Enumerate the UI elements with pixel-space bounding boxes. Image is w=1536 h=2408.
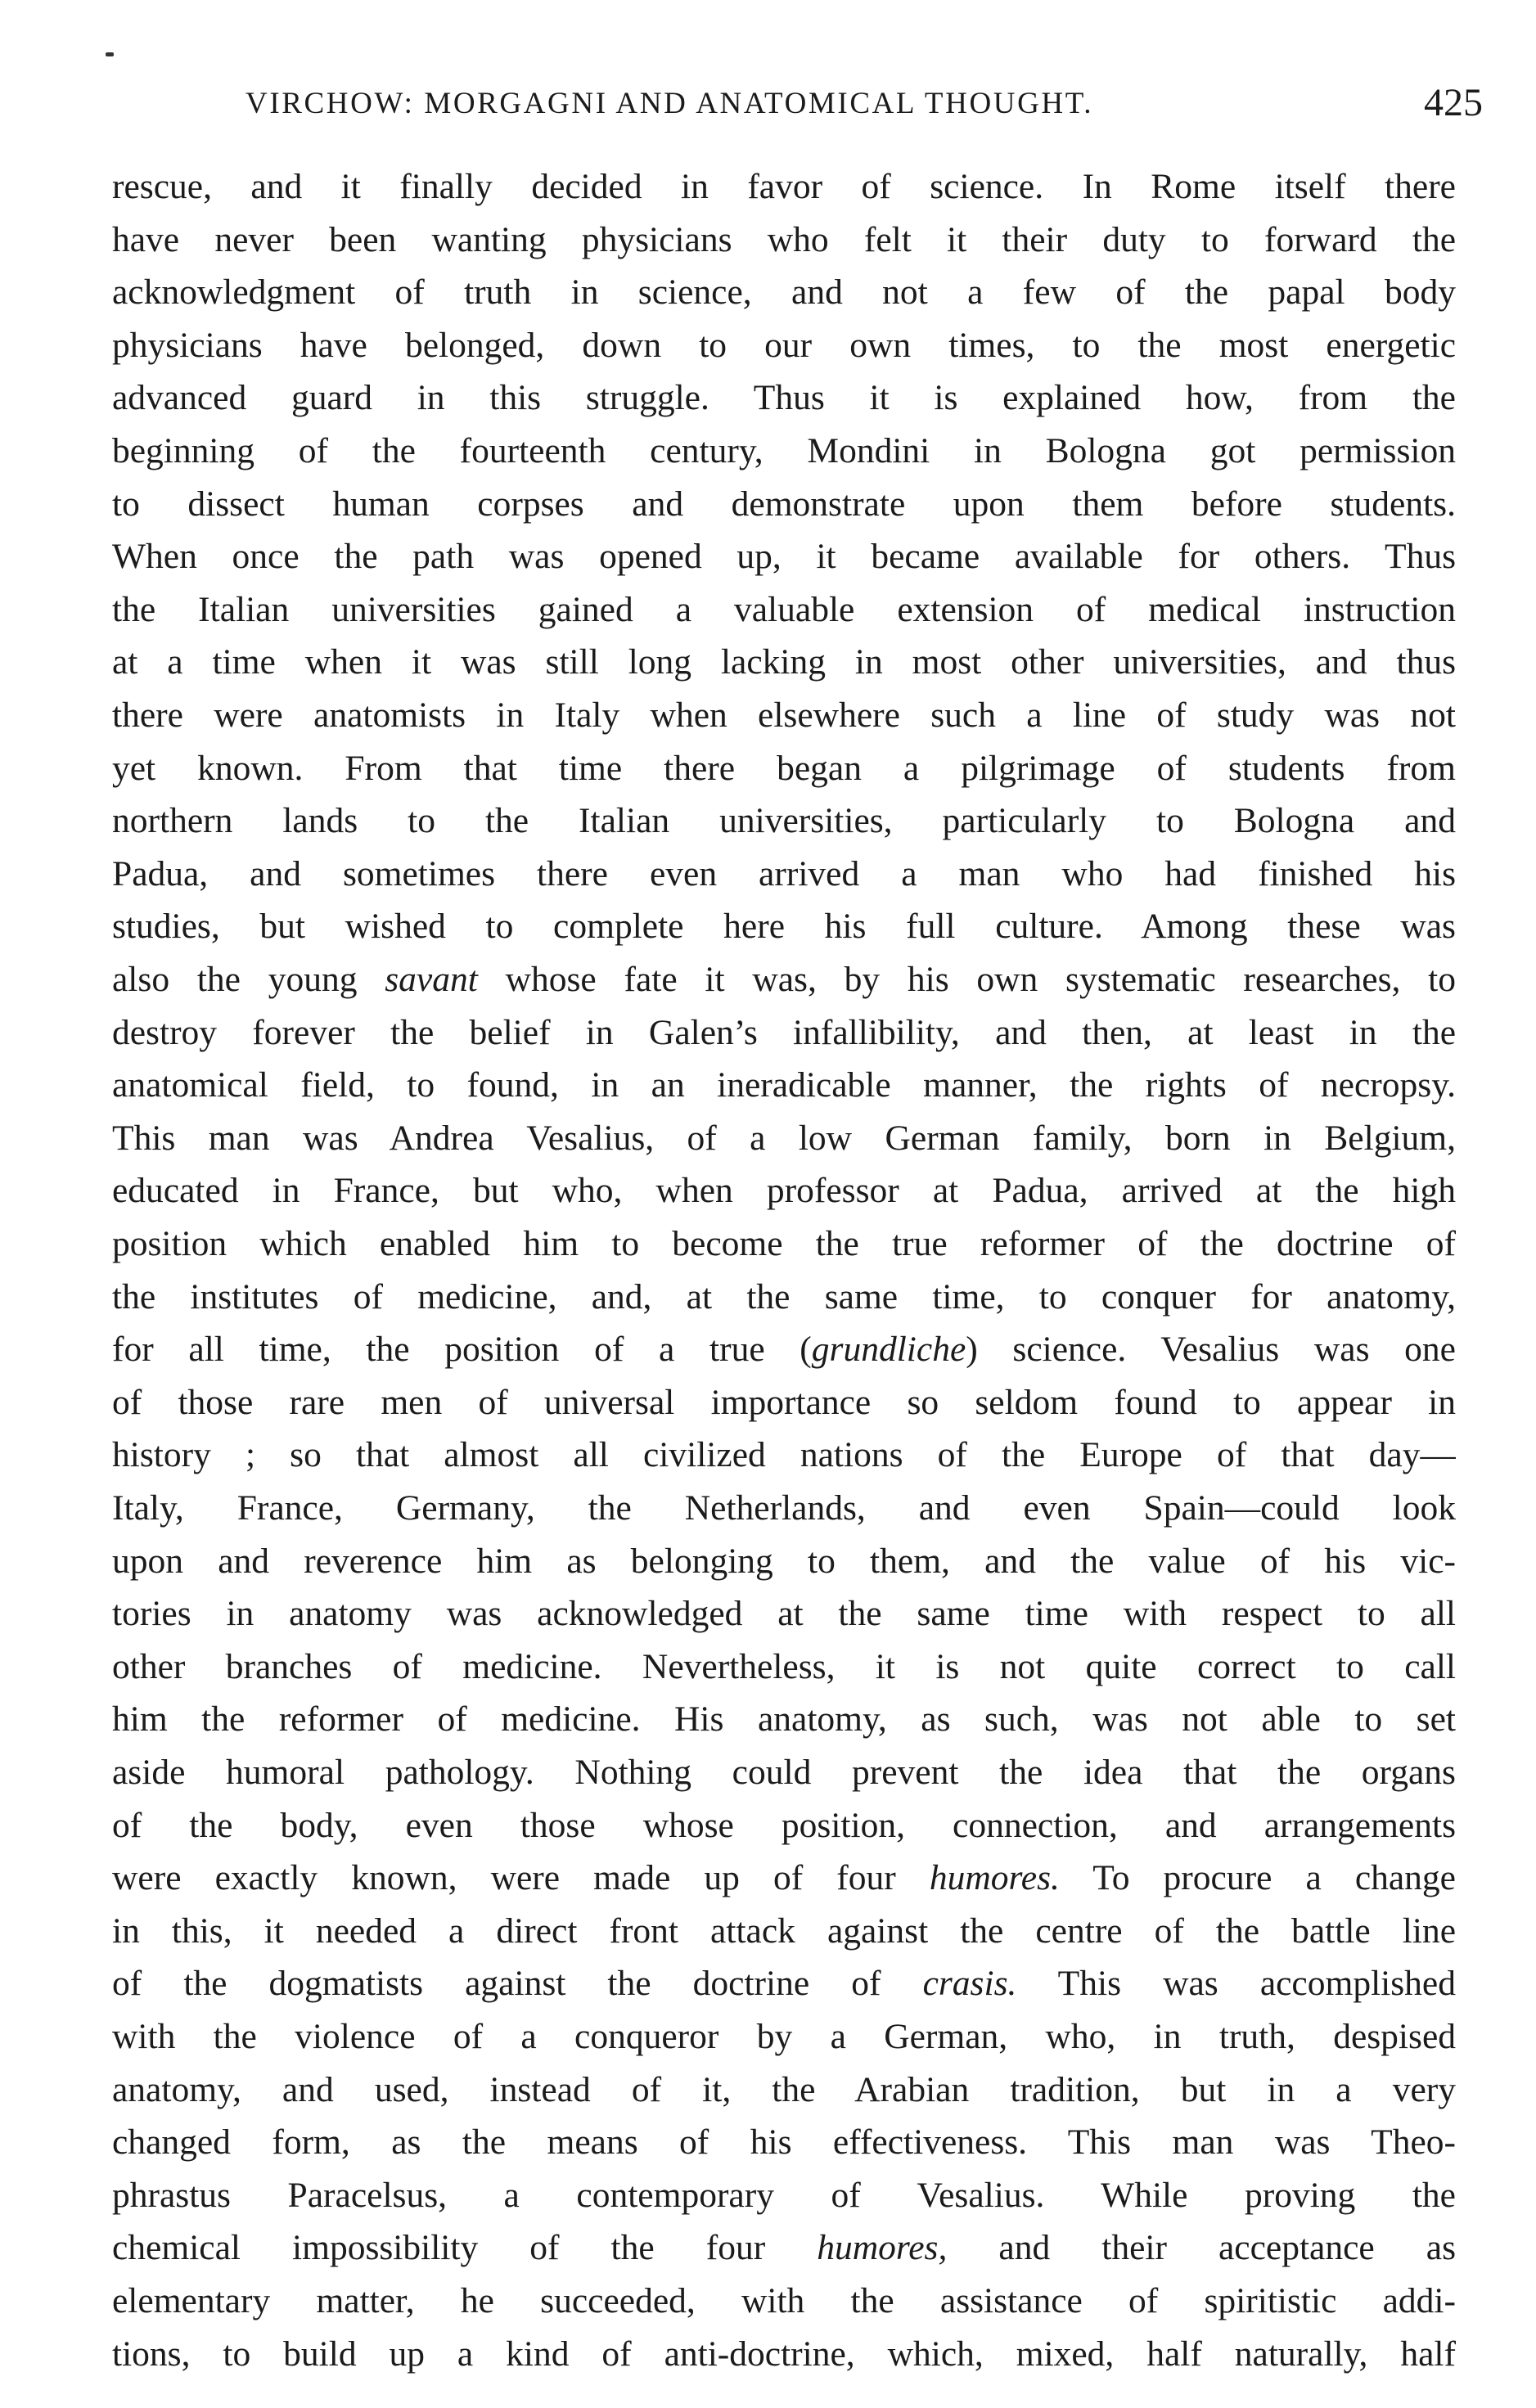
text-line: advanced guard in this struggle. Thus it is explained how, from the	[112, 378, 1456, 418]
text-line: changed form, as the means of his effectiveness. This man was Theo-	[112, 2122, 1456, 2163]
text-line: upon and reverence him as belonging to them, and the value of his vic-	[112, 1541, 1456, 1581]
italic-term: grundliche	[811, 1330, 966, 1370]
italic-term: savant	[385, 960, 478, 999]
text-line: have never been wanting physicians who felt it their duty to forward the	[112, 219, 1456, 259]
text-line: phrastus Paracelsus, a contemporary of Vesalius. While proving the	[112, 2175, 1456, 2215]
text-line: also the young savant whose fate it was, by his own systematic researches, to	[112, 960, 1456, 999]
text-line: at a time when it was still long lacking in most other universities, and thus	[112, 642, 1456, 682]
text-line: of those rare men of universal importance so seldom found to appear in	[112, 1382, 1456, 1422]
text-line: northern lands to the Italian universities, particularly to Bologna and	[112, 801, 1456, 841]
text-line: position which enabled him to become the true reformer of the doctrine of	[112, 1224, 1456, 1263]
text-line: When once the path was opened up, it became available for others. Thus	[112, 537, 1456, 577]
text-line: rescue, and it finally decided in favor of science. In Rome itself there	[112, 167, 1456, 206]
text-line: other branches of medicine. Nevertheless, it is not quite correct to call	[112, 1646, 1456, 1686]
text-line: physicians have belonged, down to our own times, to the most energetic	[112, 325, 1456, 365]
text-line: beginning of the fourteenth century, Mondini in Bologna got permission	[112, 431, 1456, 470]
page-number: 425	[1424, 81, 1483, 124]
text-line: in this, it needed a direct front attack against the centre of the battle line	[112, 1911, 1456, 1951]
text-line: studies, but wished to complete here his full culture. Among these was	[112, 907, 1456, 947]
text-line: chemical impossibility of the four humores, and their acceptance as	[112, 2228, 1456, 2268]
text-line: there were anatomists in Italy when elsewhere such a line of study was not	[112, 695, 1456, 735]
text-line: yet known. From that time there began a pilgrimage of students from	[112, 748, 1456, 788]
text-line: anatomical field, to found, in an ineradicable manner, the rights of necropsy.	[112, 1065, 1456, 1105]
text-line: anatomy, and used, instead of it, the Arabian tradition, but in a very	[112, 2069, 1456, 2109]
text-line: of the dogmatists against the doctrine of crasis. This was accomplished	[112, 1964, 1456, 2004]
text-line: This man was Andrea Vesalius, of a low German family, born in Belgium,	[112, 1118, 1456, 1158]
text-line: educated in France, but who, when professor at Padua, arrived at the high	[112, 1171, 1456, 1211]
text-line: tions, to build up a kind of anti-doctrine, which, mixed, half naturally, half	[112, 2334, 1456, 2374]
body-text	[112, 160, 1456, 2386]
italic-term: crasis.	[922, 1964, 1017, 2004]
text-line: tories in anatomy was acknowledged at the same time with respect to all	[112, 1594, 1456, 1634]
running-head: VIRCHOW: MORGAGNI AND ANATOMICAL THOUGHT.	[245, 87, 1094, 120]
text-line: acknowledgment of truth in science, and not a few of the papal body	[112, 272, 1456, 313]
text-line: elementary matter, he succeeded, with the assistance of spiritistic addi-	[112, 2281, 1456, 2320]
text-line: with the violence of a conqueror by a German, who, in truth, despised	[112, 2017, 1456, 2056]
text-line: him the reformer of medicine. His anatomy, as such, was not able to set	[112, 1699, 1456, 1740]
text-line: aside humoral pathology. Nothing could prevent the idea that the organs	[112, 1753, 1456, 1792]
text-line: Italy, France, Germany, the Netherlands, and even Spain—could look	[112, 1488, 1456, 1528]
text-line: the institutes of medicine, and, at the same time, to conquer for anatomy,	[112, 1276, 1456, 1317]
text-line: were exactly known, were made up of four humores. To procure a change	[112, 1858, 1456, 1898]
italic-term: humores,	[817, 2228, 948, 2268]
ink-speck	[106, 52, 114, 56]
text-line: to dissect human corpses and demonstrate upon them before students.	[112, 484, 1456, 524]
italic-term: humores.	[929, 1858, 1060, 1898]
text-line: the Italian universities gained a valuable extension of medical instruction	[112, 589, 1456, 629]
text-line: history ; so that almost all civilized nations of the Europe of that day—	[112, 1435, 1456, 1475]
text-line: of the body, even those whose position, connection, and arrangements	[112, 1805, 1456, 1845]
text-line: Padua, and sometimes there even arrived a man who had finished his	[112, 853, 1456, 893]
text-line: destroy forever the belief in Galen’s infallibility, and then, at least in the	[112, 1012, 1456, 1052]
text-line: for all time, the position of a true (grundliche) science. Vesalius was one	[112, 1330, 1456, 1370]
